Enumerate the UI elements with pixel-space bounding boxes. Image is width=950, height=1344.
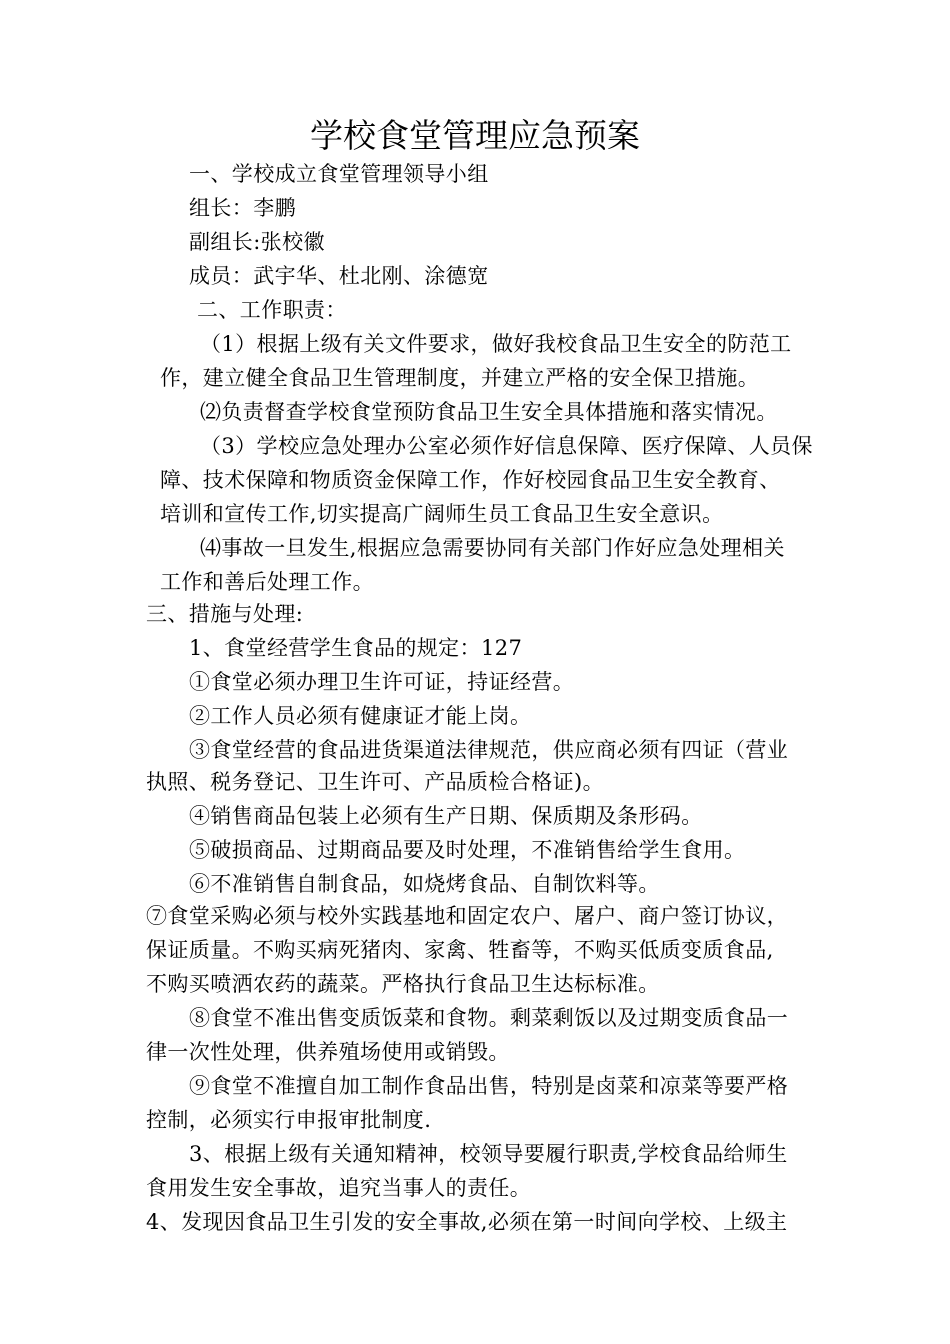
paragraph-line: 障、技术保障和物质资金保障工作，作好校园食品卫生安全教育、 [160,468,781,492]
paragraph-line: 培训和宣传工作,切实提高广阔师生员工食品卫生安全意识。 [160,502,724,526]
paragraph-line: 食用发生安全事故，追究当事人的责任。 [146,1176,532,1200]
paragraph-line: 成员：武宇华、杜北刚、涂德宽 [189,264,489,288]
section-heading: 三、措施与处理: [146,602,304,626]
document-title: 学校食堂管理应急预案 [310,116,640,155]
section-heading: 一、学校成立食堂管理领导小组 [189,162,489,186]
paragraph-line: ⑷事故一旦发生,根据应急需要协同有关部门作好应急处理相关 [200,536,785,560]
list-item: ⑥不准销售自制食品，如烧烤食品、自制饮料等。 [189,872,660,896]
list-item: ②工作人员必须有健康证才能上岗。 [189,704,532,728]
paragraph-line: 不购买喷洒农药的蔬菜。严格执行食品卫生达标标准。 [146,972,660,996]
list-item: ③食堂经营的食品进货渠道法律规范，供应商必须有四证（营业 [189,738,789,762]
list-item: ⑨食堂不准擅自加工制作食品出售，特别是卤菜和凉菜等要严格 [189,1074,789,1098]
paragraph-line: 1、食堂经营学生食品的规定：127 [189,636,523,660]
paragraph-line: 工作和善后处理工作。 [160,570,374,594]
paragraph-line: （1）根据上级有关文件要求，做好我校食品卫生安全的防范工 [200,332,792,356]
section-heading: 二、工作职责： [197,298,347,322]
list-item: ①食堂必须办理卫生许可证，持证经营。 [189,670,575,694]
paragraph-line: 4、发现因食品卫生引发的安全事故,必须在第一时间向学校、上级主 [146,1210,788,1234]
list-item: ⑤破损商品、过期商品要及时处理，不准销售给学生食用。 [189,838,746,862]
paragraph-line: 副组长:张校徽 [189,230,325,254]
paragraph-line: 控制，必须实行申报审批制度. [146,1108,432,1132]
list-item: ④销售商品包装上必须有生产日期、保质期及条形码。 [189,804,703,828]
list-item: ⑦食堂采购必须与校外实践基地和固定农户、屠户、商户签订协议， [146,904,788,928]
paragraph-line: 保证质量。不购买病死猪肉、家禽、牲畜等，不购买低质变质食品, [146,938,774,962]
paragraph-line: 执照、税务登记、卫生许可、产品质检合格证)。 [146,770,604,794]
paragraph-line: （3）学校应急处理办公室必须作好信息保障、医疗保障、人员保 [200,434,813,458]
paragraph-line: 3、根据上级有关通知精神，校领导要履行职责,学校食品给师生 [189,1142,788,1166]
list-item: ⑧食堂不准出售变质饭菜和食物。剩菜剩饭以及过期变质食品一 [189,1006,789,1030]
paragraph-line: 律一次性处理，供养殖场使用或销毁。 [146,1040,510,1064]
paragraph-line: 作，建立健全食品卫生管理制度，并建立严格的安全保卫措施。 [160,366,760,390]
paragraph-line: ⑵负责督查学校食堂预防食品卫生安全具体措施和落实情况。 [200,400,778,424]
paragraph-line: 组长：李鹏 [189,196,296,220]
